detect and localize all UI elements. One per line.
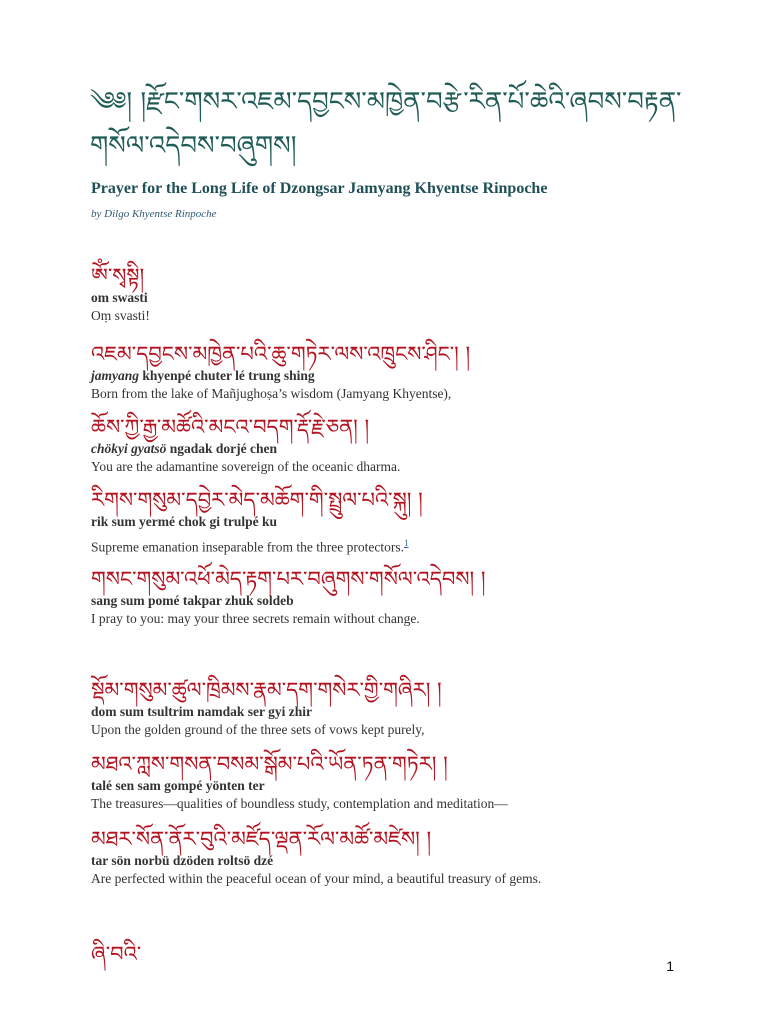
tibetan-line: མཐའ་ཀླས་གསན་བསམ་སྒོམ་པའི་ཡོན་ཏན་གཏེར། ། bbox=[91, 752, 448, 776]
phonetic-text: khyenpé chuter lé trung shing bbox=[142, 368, 315, 383]
translation-line: Upon the golden ground of the three sets of vows kept purely, bbox=[91, 722, 425, 737]
phonetic-text: om swasti bbox=[91, 290, 148, 305]
translation-line: Are perfected within the peaceful ocean of your mind, a beautiful treasury of gems. bbox=[91, 871, 542, 886]
translation-line: Oṃ svasti! bbox=[91, 308, 150, 323]
tibetan-line: རིགས་གསུམ་དབྱེར་མེད་མཆོག་གི་སྤྲུལ་པའི་སྐུ། ། bbox=[91, 488, 423, 512]
translation-line: The treasures—qualities of boundless study, contemplation and meditation— bbox=[91, 796, 508, 811]
tibetan-line: སྡོམ་གསུམ་ཚུལ་ཁྲིམས་རྣམ་དག་གསེར་གྱི་གཞིར། ། bbox=[91, 678, 442, 702]
translation-line: I pray to you: may your three secrets remain without change. bbox=[91, 611, 420, 626]
verse-block bbox=[91, 486, 711, 558]
verse-block bbox=[91, 676, 711, 740]
tibetan-line: འཇམ་དབྱངས་མཁྱེན་པའི་ཆུ་གཏེར་ལས་འཁྲུངས་ཤིང་། ། bbox=[91, 342, 471, 366]
phonetic-line bbox=[91, 441, 711, 457]
phonetic-text: ngadak dorjé chen bbox=[169, 441, 278, 456]
phonetic-text: rik sum yermé chok gi trulpé ku bbox=[91, 514, 278, 529]
verse-block bbox=[91, 413, 711, 477]
phonetic-line bbox=[91, 368, 711, 384]
footnote-link[interactable]: 1 bbox=[404, 538, 409, 548]
tibetan-title: ༄༅། །རྫོང་གསར་འཇམ་དབྱངས་མཁྱེན་བརྩེ་རིན་པོ་ཆེའི་ཞབས་བརྟན་གསོལ་འདེབས་བཞུགས། bbox=[90, 87, 682, 161]
phonetic-italic-text: chökyi gyatsö bbox=[91, 441, 167, 456]
page-title: Prayer for the Long Life of Dzongsar Jamyang Khyentse Rinpoche bbox=[91, 180, 548, 197]
translation-line: You are the adamantine sovereign of the oceanic dharma. bbox=[91, 459, 401, 474]
page-number: 1 bbox=[666, 958, 674, 974]
phonetic-line bbox=[91, 853, 711, 869]
phonetic-text: tar sön norbü dzöden roltsö dzé bbox=[91, 853, 274, 868]
translation-text: Supreme emanation inseparable from the three protectors. bbox=[91, 539, 405, 555]
phonetic-line bbox=[91, 593, 711, 609]
verse-block bbox=[91, 750, 711, 814]
phonetic-line bbox=[91, 704, 711, 720]
phonetic-text: dom sum tsultrim namdak ser gyi zhir bbox=[91, 704, 313, 719]
translation-line bbox=[91, 533, 711, 558]
tibetan-line: མཐར་སོན་ནོར་བུའི་མཛོད་ལྡན་རོལ་མཚོ་མཛེས། ། bbox=[91, 827, 432, 851]
phonetic-italic-text: jamyang bbox=[91, 368, 140, 383]
tibetan-line: ཆོས་ཀྱི་རྒྱ་མཚོའི་མངའ་བདག་རྡོ་རྗེ་ཅན། ། bbox=[91, 415, 370, 439]
author-byline: by Dilgo Khyentse Rinpoche bbox=[91, 208, 217, 220]
phonetic-line bbox=[91, 290, 711, 306]
verse-block bbox=[91, 340, 711, 404]
phonetic-text: sang sum pomé takpar zhuk soldeb bbox=[91, 593, 294, 608]
verse-block bbox=[91, 565, 711, 629]
verse-block bbox=[91, 262, 711, 326]
tibetan-line-fragment: ཞི་བའི་ bbox=[91, 942, 142, 966]
phonetic-line bbox=[91, 778, 711, 794]
verse-block bbox=[91, 825, 711, 889]
tibetan-line: གསང་གསུམ་འཕོ་མེད་རྟག་པར་བཞུགས་གསོལ་འདེབས། ། bbox=[91, 567, 486, 591]
phonetic-text: talé sen sam gompé yönten ter bbox=[91, 778, 265, 793]
phonetic-line bbox=[91, 514, 711, 530]
tibetan-line: ཨོཾ་སྭསྟི། bbox=[91, 264, 145, 288]
translation-line: Born from the lake of Mañjughoṣa’s wisdom (Jamyang Khyentse), bbox=[91, 386, 452, 401]
